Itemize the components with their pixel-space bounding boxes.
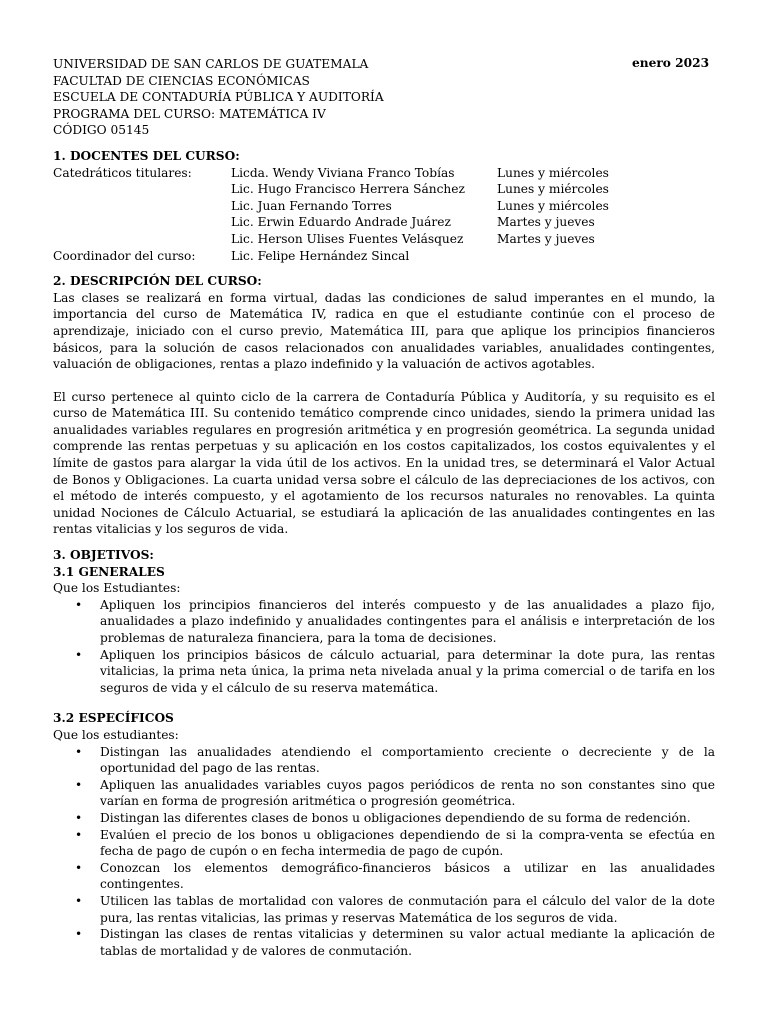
list-item <box>53 860 715 893</box>
bullet-icon: • <box>75 927 83 942</box>
especificos-list <box>53 744 715 960</box>
header-university: UNIVERSIDAD DE SAN CARLOS DE GUATEMALA <box>53 57 369 71</box>
bullet-icon: • <box>75 860 83 875</box>
list-item-text: Apliquen los principios financieros del interés compuesto y de las anualidades a plazo fijo, anualidades a plazo indefinido y anualidades contingentes para el análisis e interpretación de los problemas de naturaleza financiera, para la toma de decisiones. <box>100 597 715 645</box>
docente-name: Lic. Hugo Francisco Herrera Sánchez <box>231 182 465 197</box>
docente-role: Coordinador del curso: <box>53 248 196 263</box>
list-item <box>53 926 715 959</box>
docente-days: Lunes y miércoles <box>497 165 609 180</box>
list-item-text: Apliquen los principios básicos de cálculo actuarial, para determinar la dote pura, las rentas vitalicias, la prima neta única, la prima neta nivelada anual y la prima comercial o de tarifa en los seguros de vida y el cálculo de su reserva matemática. <box>100 647 715 695</box>
descripcion-paragraph: Las clases se realizará en forma virtual, dadas las condiciones de salud imperantes en el mundo, la importancia del curso de Matemática IV, radica en que el estudiante continúe con el proceso de aprendizaje, iniciado con el curso previo, Matemática III, para que aplique los principios financieros básicos, para la solución de casos relacionados con anualidades variables, anualidades contingentes, valuación de obligaciones, rentas a plazo indefinido y la valuación de activos agotables. <box>53 290 715 372</box>
section-descripcion-title: 2. DESCRIPCIÓN DEL CURSO: <box>53 274 262 289</box>
bullet-icon: • <box>75 647 83 662</box>
header-school: ESCUELA DE CONTADURÍA PÚBLICA Y AUDITORÍA <box>53 90 384 105</box>
list-item-text: Distingan las diferentes clases de bonos u obligaciones dependiendo de su forma de redención. <box>100 810 691 825</box>
docentes-table <box>53 165 715 265</box>
docente-days: Martes y jueves <box>497 215 595 230</box>
docente-row <box>53 198 715 215</box>
bullet-icon: • <box>75 893 83 908</box>
docente-name: Licda. Wendy Viviana Franco Tobías <box>231 165 455 180</box>
generales-intro: Que los Estudiantes: <box>53 581 181 596</box>
docente-row <box>53 214 715 231</box>
header-faculty: FACULTAD DE CIENCIAS ECONÓMICAS <box>53 73 310 88</box>
docente-name: Lic. Herson Ulises Fuentes Velásquez <box>231 231 464 246</box>
especificos-intro: Que los estudiantes: <box>53 727 179 742</box>
docente-name: Lic. Felipe Hernández Sincal <box>231 248 410 263</box>
section-docentes-title: 1. DOCENTES DEL CURSO: <box>53 148 240 163</box>
list-item-text: Evalúen el precio de los bonos u obligaciones dependiendo de si la compra-venta se efectúa en fecha de pago de cupón o en fecha intermedia de pago de cupón. <box>100 827 715 859</box>
bullet-icon: • <box>75 810 83 825</box>
list-item <box>53 827 715 860</box>
section-objetivos-title: 3. OBJETIVOS: <box>53 548 154 563</box>
docente-row <box>53 181 715 198</box>
list-item <box>53 744 715 777</box>
bullet-icon: • <box>75 744 83 759</box>
docente-days: Lunes y miércoles <box>497 182 609 197</box>
list-item <box>53 777 715 810</box>
docente-days: Martes y jueves <box>497 231 595 246</box>
list-item-text: Apliquen las anualidades variables cuyos pagos periódicos de renta no son constantes sino que varían en forma de progresión aritmética o progresión geométrica. <box>100 777 715 809</box>
bullet-icon: • <box>75 777 83 792</box>
especificos-title: 3.2 ESPECÍFICOS <box>53 711 174 726</box>
list-item-text: Distingan las clases de rentas vitalicias y determinen su valor actual mediante la aplicación de tablas de mortalidad y de valores de conmutación. <box>100 927 715 958</box>
docente-name: Lic. Erwin Eduardo Andrade Juárez <box>231 215 451 230</box>
docente-row <box>53 165 715 182</box>
generales-list <box>53 597 715 697</box>
docente-name: Lic. Juan Fernando Torres <box>231 198 392 213</box>
list-item-text: Utilicen las tablas de mortalidad con valores de conmutación para el cálculo del valor de la dote pura, las rentas vitalicias, las primas y reservas Matemática de los seguros de vida. <box>100 893 715 925</box>
generales-title: 3.1 GENERALES <box>53 564 165 579</box>
descripcion-paragraph: El curso pertenece al quinto ciclo de la carrera de Contaduría Pública y Auditoría, y su requisito es el curso de Matemática III. Su contenido temático comprende cinco unidades, siendo la primera unidad las anualidades variables regulares en progresión aritmética y en progresión geométrica. La segunda unidad comprende las rentas perpetuas y su aplicación en los costos capitalizados, los costos equivalentes y el límite de gastos para alargar la vida útil de los activos. En la unidad tres, se determinará el Valor Actual de Bonos y Obligaciones. La cuarta unidad versa sobre el cálculo de las depreciaciones de los activos, con el método de interés compuesto, y el agotamiento de los recursos naturales no renovables. La quinta unidad Nociones de Cálculo Actuarial, se estudiará la aplicación de las anualidades contingentes en las rentas vitalicias y los seguros de vida. <box>53 389 715 537</box>
list-item-text: Distingan las anualidades atendiendo el comportamiento creciente o decreciente y de la oportunidad del pago de las rentas. <box>100 744 715 776</box>
list-item <box>53 597 715 647</box>
bullet-icon: • <box>75 827 83 842</box>
header-code: CÓDIGO 05145 <box>53 123 150 138</box>
list-item <box>53 893 715 926</box>
docente-row <box>53 231 715 248</box>
docente-role: Catedráticos titulares: <box>53 165 192 180</box>
institution-header <box>53 56 715 139</box>
document-date: enero 2023 <box>632 56 710 70</box>
list-item <box>53 647 715 697</box>
document-body <box>53 56 715 959</box>
docente-days: Lunes y miércoles <box>497 198 609 213</box>
list-item-text: Conozcan los elementos demográfico-financieros básicos a utilizar en las anualidades contingentes. <box>100 860 715 892</box>
docente-row <box>53 248 715 265</box>
list-item <box>53 810 715 827</box>
bullet-icon: • <box>75 597 83 612</box>
header-program: PROGRAMA DEL CURSO: MATEMÁTICA IV <box>53 106 326 121</box>
